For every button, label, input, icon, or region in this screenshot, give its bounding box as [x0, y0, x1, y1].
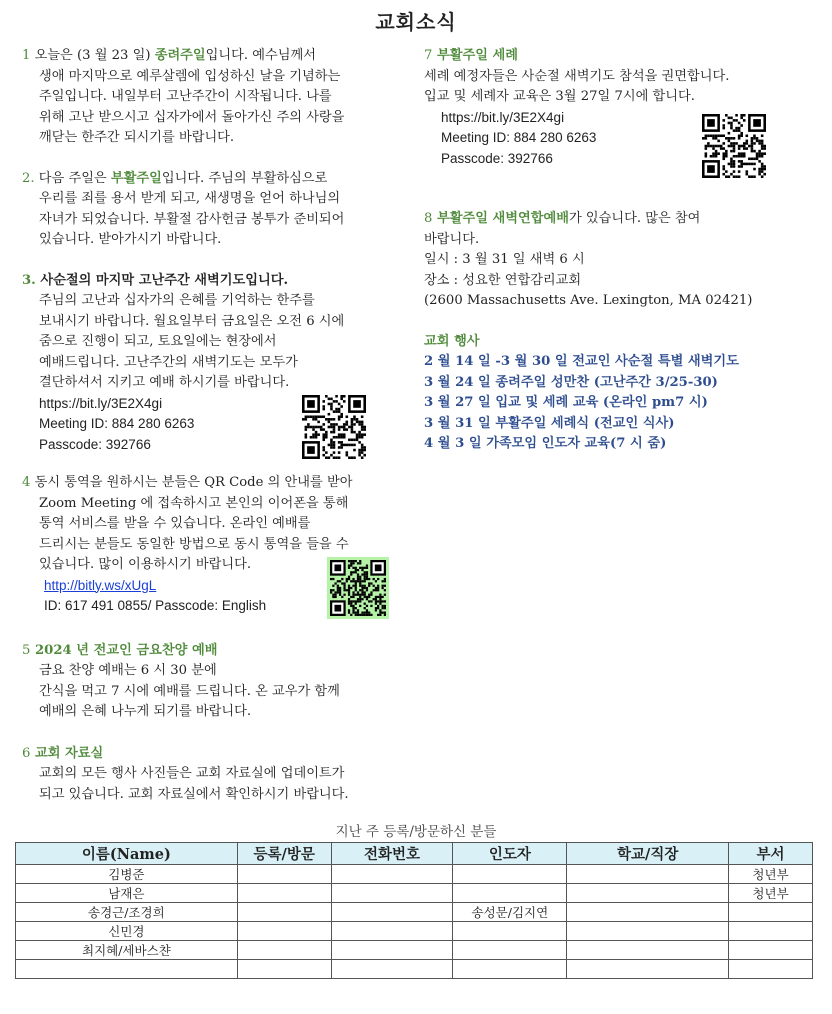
table-cell	[729, 903, 813, 922]
event-item: 2 월 14 일 -3 월 30 일 전교인 사순절 특별 새벽기도	[424, 354, 739, 369]
table-cell	[331, 865, 453, 884]
left-column	[22, 46, 414, 805]
notice-line: 있습니다. 많이 이용하시기 바랍니다.	[39, 557, 252, 572]
col-header-phone: 전화번호	[331, 843, 453, 865]
qr-code-icon[interactable]	[702, 114, 766, 178]
table-row	[16, 865, 813, 884]
notice-heading: 2024 년 전교인 금요찬양 예배	[30, 642, 218, 658]
notice-line: 깨닫는 한주간 되시기를 바랍니다.	[39, 130, 235, 145]
notice-line: 예배드립니다. 고난주간의 새벽기도는 모두가	[39, 354, 298, 370]
event-item: 4 월 3 일 가족모임 인도자 교육(7 시 줌)	[424, 436, 667, 451]
meeting-id: Meeting ID: 884 280 6263	[441, 130, 597, 145]
table-cell: 김병준	[16, 865, 238, 884]
interpretation-link[interactable]: http://bitly.ws/xUgL	[44, 577, 157, 593]
notice-heading: 사순절의 마지막 고난주간 새벽기도입니다.	[35, 272, 289, 288]
table-cell	[331, 884, 453, 903]
notice-text: 다음 주일은	[34, 170, 111, 186]
table-cell	[567, 941, 729, 960]
right-column	[424, 46, 814, 455]
col-header-school-work: 학교/직장	[567, 843, 729, 865]
notice-number: 7	[424, 48, 433, 63]
notice-3	[22, 271, 414, 456]
col-header-name: 이름(Name)	[16, 843, 238, 865]
notice-number: 6	[22, 745, 31, 761]
notice-line: 줌으로 진행이 되고, 토요일에는 현장에서	[39, 334, 277, 349]
table-cell	[453, 941, 567, 960]
notice-7	[424, 46, 814, 169]
visitors-table	[15, 842, 813, 979]
notice-line: 예배의 은혜 나누게 되기를 바랍니다.	[39, 704, 252, 719]
notice-line: 간식을 먹고 7 시에 예배를 드립니다. 온 교우가 함께	[39, 683, 340, 699]
notice-5	[22, 641, 414, 723]
notice-2	[22, 169, 414, 251]
notice-4	[22, 473, 414, 617]
event-item: 3 월 24 일 종려주일 성만찬 (고난주간 3/25-30)	[424, 374, 718, 390]
table-cell: 최지혜/세바스챤	[16, 941, 238, 960]
notice-text: 입니다. 예수님께서	[205, 48, 316, 63]
table-cell	[331, 960, 453, 979]
table-row	[16, 960, 813, 979]
notice-line: 세례 예정자들은 사순절 새벽기도 참석을 권면합니다.	[424, 68, 730, 84]
table-row	[16, 922, 813, 941]
table-cell	[237, 884, 331, 903]
table-row	[16, 903, 813, 922]
zoom-url[interactable]: https://bit.ly/3E2X4gi	[39, 395, 163, 411]
zoom-url[interactable]: https://bit.ly/3E2X4gi	[441, 109, 565, 125]
table-cell: 청년부	[729, 865, 813, 884]
table-cell	[331, 922, 453, 941]
notice-heading: 부활주일 새벽연합예배	[432, 211, 569, 226]
table-cell	[567, 884, 729, 903]
notice-line: 장소 : 성요한 연합감리교회	[424, 272, 582, 288]
table-cell: 신민경	[16, 922, 238, 941]
col-header-guide: 인도자	[453, 843, 567, 865]
notice-number: 2.	[22, 170, 35, 186]
notice-8	[424, 209, 814, 312]
notice-line: 생애 마지막으로 예루살렘에 입성하신 날을 기념하는	[39, 68, 341, 84]
table-cell	[237, 922, 331, 941]
notice-number: 3.	[22, 272, 36, 288]
notice-line: 일시 : 3 월 31 일 새벽 6 시	[424, 252, 585, 267]
table-cell: 송경근/조경희	[16, 903, 238, 922]
col-header-department: 부서	[729, 843, 813, 865]
notice-heading: 교회 자료실	[30, 745, 104, 761]
notice-1	[22, 46, 414, 149]
table-row	[16, 884, 813, 903]
notice-line: 교회의 모든 행사 사진들은 교회 자료실에 업데이트가	[39, 766, 345, 781]
notice-text: 가 있습니다. 많은 참여	[568, 211, 701, 226]
notice-text: 동시 통역을 원하시는 분들은 QR Code 의 안내를 받아	[30, 475, 353, 490]
notice-line: 드리시는 분들도 동일한 방법으로 동시 통역을 들을 수	[39, 536, 349, 552]
table-cell	[237, 960, 331, 979]
table-cell	[567, 903, 729, 922]
table-row	[16, 941, 813, 960]
table-cell	[453, 865, 567, 884]
table-cell	[453, 922, 567, 941]
meeting-id: Meeting ID: 884 280 6263	[39, 416, 195, 431]
table-cell	[237, 865, 331, 884]
notice-6	[22, 744, 414, 806]
notice-line: 주일입니다. 내일부터 고난주간이 시작됩니다. 나를	[39, 89, 332, 104]
notice-line: 되고 있습니다. 교회 자료실에서 확인하시기 바랍니다.	[39, 786, 349, 802]
notice-line: 결단하셔서 지키고 예배 하시기를 바랍니다.	[39, 375, 290, 390]
notice-line: 주님의 고난과 십자가의 은혜를 기억하는 한주를	[39, 293, 315, 308]
qr-code-icon[interactable]	[302, 395, 366, 459]
visitors-caption: 지난 주 등록/방문하신 분들	[335, 824, 497, 840]
table-cell	[729, 922, 813, 941]
page-title: 교회소식	[375, 10, 457, 34]
table-cell: 청년부	[729, 884, 813, 903]
qr-code-icon[interactable]	[327, 557, 389, 619]
notice-line: 입교 및 세례자 교육은 3월 27일 7시에 합니다.	[424, 89, 695, 104]
passcode: Passcode: 392766	[39, 436, 151, 452]
table-cell	[729, 941, 813, 960]
church-events	[424, 332, 814, 455]
table-cell	[16, 960, 238, 979]
table-cell	[567, 865, 729, 884]
notice-line: 자녀가 되었습니다. 부활절 감사헌금 봉투가 준비되어	[39, 211, 345, 227]
notice-number: 8	[424, 211, 433, 226]
notice-highlight: 부활주일	[110, 170, 162, 186]
col-header-status: 등록/방문	[237, 843, 331, 865]
notice-line: 우리를 죄를 용서 받게 되고, 새생명을 얻어 하나님의	[39, 191, 341, 206]
table-cell	[453, 960, 567, 979]
table-cell	[331, 903, 453, 922]
notice-line: 있습니다. 받아가시기 바랍니다.	[39, 232, 222, 247]
table-cell	[237, 903, 331, 922]
notice-line: 금요 찬양 예배는 6 시 30 분에	[39, 663, 217, 678]
table-header-row	[16, 843, 813, 865]
notice-heading: 부활주일 세례	[432, 48, 519, 63]
notice-highlight: 종려주일	[154, 48, 206, 63]
notice-line: 통역 서비스를 받을 수 있습니다. 온라인 예배를	[39, 516, 311, 531]
table-cell: 송성문/김지연	[453, 903, 567, 922]
table-cell	[237, 941, 331, 960]
table-cell	[567, 960, 729, 979]
notice-number: 5	[22, 642, 31, 658]
notice-number: 1	[22, 48, 31, 63]
passcode: Passcode: 392766	[441, 150, 553, 166]
notice-number: 4	[22, 475, 31, 490]
event-item: 3 월 31 일 부활주일 세례식 (전교인 식사)	[424, 415, 675, 431]
notice-text: 입니다. 주님의 부활하심으로	[161, 170, 328, 186]
table-cell	[729, 960, 813, 979]
zoom-id-passcode: ID: 617 491 0855/ Passcode: English	[44, 598, 267, 613]
notice-text: 오늘은 (3 월 23 일)	[30, 48, 155, 63]
table-cell: 남재은	[16, 884, 238, 903]
events-heading: 교회 행사	[424, 333, 480, 349]
event-item: 3 월 27 일 입교 및 세례 교육 (온라인 pm7 시)	[424, 395, 708, 410]
notice-line: (2600 Massachusetts Ave. Lexington, MA 02421)	[424, 293, 753, 308]
notice-line: 바랍니다.	[424, 231, 480, 247]
table-cell	[453, 884, 567, 903]
notice-line: Zoom Meeting 에 접속하시고 본인의 이어폰을 통해	[39, 495, 349, 511]
table-cell	[567, 922, 729, 941]
notice-line: 보내시기 바랍니다. 월요일부터 금요일은 오전 6 시에	[39, 313, 345, 329]
table-cell	[331, 941, 453, 960]
notice-line: 위해 고난 받으시고 십자가에서 돌아가신 주의 사랑을	[39, 109, 345, 125]
